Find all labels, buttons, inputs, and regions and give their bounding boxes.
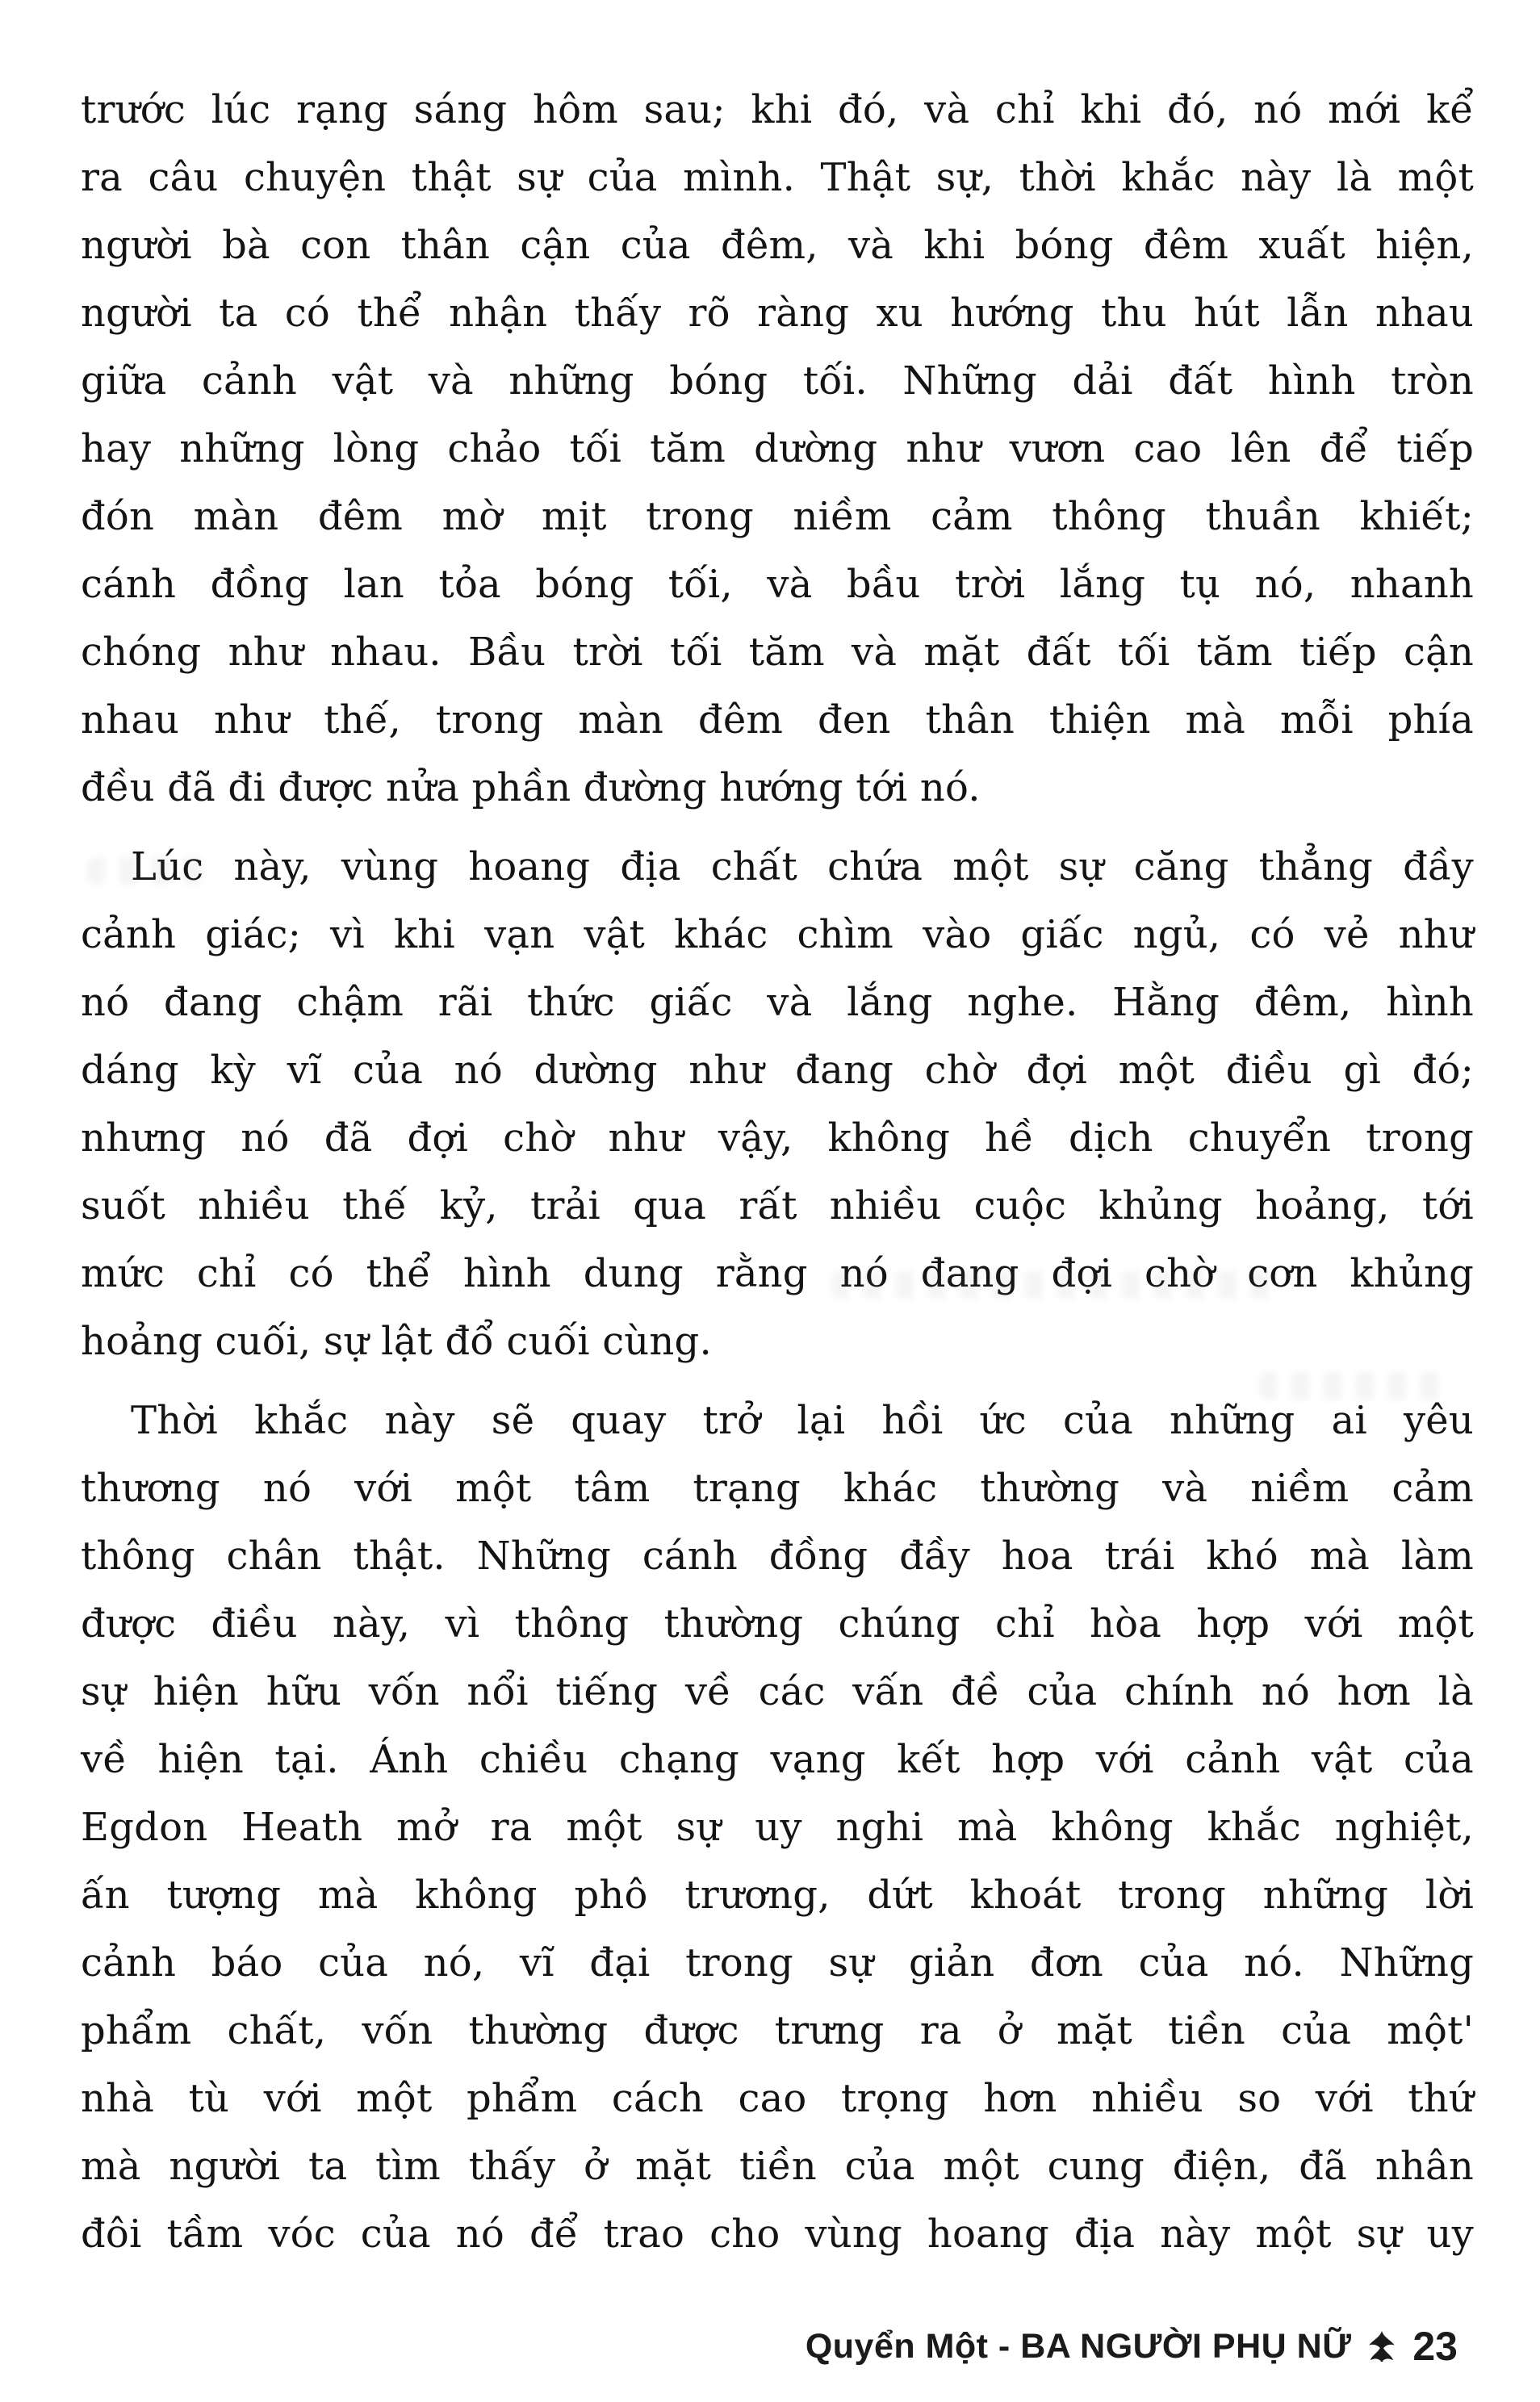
text-line: giữa cảnh vật và những bóng tối. Những dải đất hình tròn [81,358,1474,404]
text-line: mà người ta tìm thấy ở mặt tiền của một cung điện, đã nhân [81,2144,1474,2189]
page-footer [81,2323,1458,2370]
floral-leaf-ornament-icon [1364,2329,1400,2364]
footer-section-label: Quyển Một - BA NGƯỜI PHỤ NỮ [805,2326,1352,2366]
text-line: Lúc này, vùng hoang địa chất chứa một sự căng thẳng đầy [131,844,1474,889]
text-line: ra câu chuyện thật sự của mình. Thật sự, thời khắc này là một [81,155,1474,200]
text-line: Egdon Heath mở ra một sự uy nghi mà không khắc nghiệt, [81,1805,1474,1850]
text-line: đôi tầm vóc của nó để trao cho vùng hoang địa này một sự uy [81,2212,1474,2257]
text-line: cánh đồng lan tỏa bóng tối, và bầu trời lắng tụ nó, nhanh [81,562,1474,607]
text-line: dáng kỳ vĩ của nó dường như đang chờ đợi một điều gì đó; [81,1048,1474,1093]
text-line: đều đã đi được nửa phần đường hướng tới nó. [81,765,981,810]
paragraph-3 [81,1387,1474,2268]
text-line: người ta có thể nhận thấy rõ ràng xu hướng thu hút lẫn nhau [81,291,1474,336]
text-line: thương nó với một tâm trạng khác thường và niềm cảm [81,1466,1474,1511]
text-line: phẩm chất, vốn thường được trưng ra ở mặt tiền của một' [81,2008,1474,2053]
text-line: Thời khắc này sẽ quay trở lại hồi ức của những ai yêu [131,1398,1474,1443]
text-line: sự hiện hữu vốn nổi tiếng về các vấn đề của chính nó hơn là [81,1669,1474,1714]
text-line: hoảng cuối, sự lật đổ cuối cùng. [81,1319,712,1364]
text-line: trước lúc rạng sáng hôm sau; khi đó, và chỉ khi đó, nó mới kể [81,87,1474,132]
text-line: về hiện tại. Ánh chiều chạng vạng kết hợp với cảnh vật của [81,1737,1474,1782]
text-line: được điều này, vì thông thường chúng chỉ hòa hợp với một [81,1601,1474,1647]
text-line: ấn tượng mà không phô trương, dứt khoát trong những lời [81,1873,1474,1918]
text-line: chóng như nhau. Bầu trời tối tăm và mặt đất tối tăm tiếp cận [81,630,1474,675]
text-line: suốt nhiều thế kỷ, trải qua rất nhiều cuộc khủng hoảng, tới [81,1183,1474,1228]
paragraph-2 [81,833,1474,1375]
text-line: nhưng nó đã đợi chờ như vậy, không hề dịch chuyển trong [81,1115,1474,1161]
text-line: cảnh báo của nó, vĩ đại trong sự giản đơn của nó. Những [81,1940,1474,1986]
page-number: 23 [1412,2324,1458,2369]
text-line: người bà con thân cận của đêm, và khi bóng đêm xuất hiện, [81,223,1474,268]
body-text-block [81,76,1474,2268]
text-line: hay những lòng chảo tối tăm dường như vươn cao lên để tiếp [81,426,1474,471]
text-line: cảnh giác; vì khi vạn vật khác chìm vào giấc ngủ, có vẻ như [81,912,1474,957]
text-line: nhà tù với một phẩm cách cao trọng hơn nhiều so với thứ [81,2076,1474,2121]
text-line: nó đang chậm rãi thức giấc và lắng nghe. Hằng đêm, hình [81,980,1474,1025]
text-line: mức chỉ có thể hình dung rằng nó đang đợi chờ cơn khủng [81,1251,1474,1296]
paragraph-1 [81,76,1474,822]
text-line: nhau như thế, trong màn đêm đen thân thiện mà mỗi phía [81,697,1474,743]
text-line: thông chân thật. Những cánh đồng đầy hoa trái khó mà làm [81,1534,1474,1579]
text-line: đón màn đêm mờ mịt trong niềm cảm thông thuần khiết; [81,494,1474,539]
